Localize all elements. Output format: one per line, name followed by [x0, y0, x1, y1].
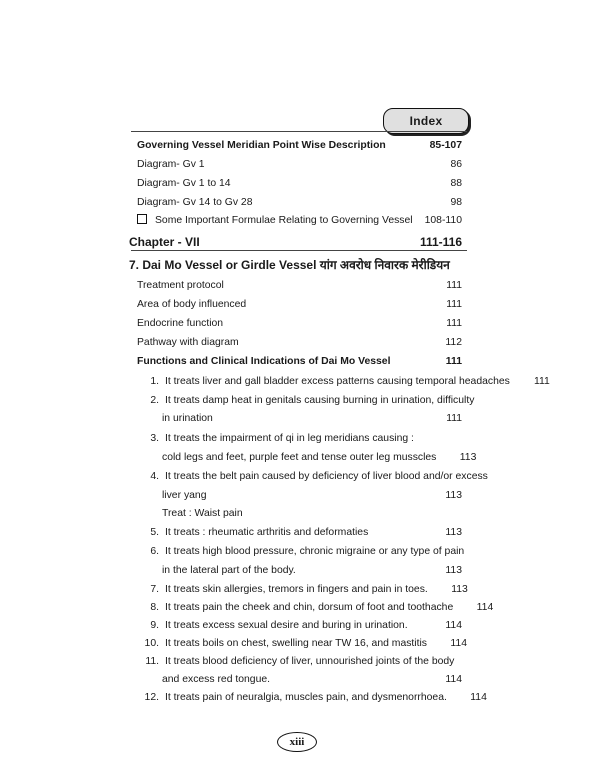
function-item-continued: [162, 561, 462, 579]
gv-item[interactable]: [137, 174, 462, 192]
section-7-title-text: 7. Dai Mo Vessel or Girdle Vessel यांग अवरोध निवारक मेरीडियन: [129, 257, 450, 272]
section-7-item-page: 112: [445, 336, 462, 348]
gv-item[interactable]: [137, 193, 462, 211]
function-item[interactable]: [137, 616, 462, 634]
function-text: It treats pain the cheek and chin, dorsum of foot and toothache: [165, 601, 454, 613]
function-text: It treats : rheumatic arthritis and deformaties: [165, 526, 369, 538]
function-page: 113: [445, 489, 462, 501]
chapter-rule: [131, 250, 467, 251]
chapter-heading[interactable]: [129, 233, 462, 251]
function-item[interactable]: [137, 542, 465, 560]
section-7-item[interactable]: [137, 295, 462, 313]
function-text-continued: cold legs and feet, purple feet and tense outer leg musscles: [162, 451, 437, 463]
functions-heading-page: 111: [445, 355, 462, 367]
chapter-pages: 111-116: [419, 235, 462, 249]
function-number: 11.: [145, 655, 159, 667]
function-item[interactable]: [137, 688, 487, 706]
gv-item-page: 108-110: [424, 214, 462, 226]
section-7-item[interactable]: [137, 314, 462, 332]
function-text: It treats high blood pressure, chronic migraine or any type of pain: [165, 545, 465, 557]
function-item[interactable]: [137, 523, 462, 541]
functions-heading[interactable]: [137, 352, 462, 370]
checkbox-square-icon: [137, 214, 147, 224]
function-item[interactable]: [137, 580, 468, 598]
function-item[interactable]: [137, 467, 488, 485]
section-7-item-page: 111: [446, 317, 462, 329]
gv-item-text: Some Important Formulae Relating to Governing Vessel: [155, 214, 413, 226]
function-text: It treats liver and gall bladder excess patterns causing temporal headaches: [165, 375, 510, 387]
function-text-continued: in urination: [162, 412, 213, 424]
function-number: 1.: [150, 375, 159, 387]
function-number: 12.: [144, 691, 159, 703]
gv-item-text: Diagram- Gv 1: [137, 158, 205, 170]
function-number: 6.: [150, 545, 159, 557]
function-number: 9.: [150, 619, 159, 631]
function-page: 113: [445, 564, 462, 576]
gv-item-text: Diagram- Gv 14 to Gv 28: [137, 196, 253, 208]
section-7-item-text: Treatment protocol: [137, 279, 224, 291]
gv-section-title-page: 85-107: [429, 139, 462, 151]
function-number: 2.: [150, 394, 159, 406]
functions-heading-text: Functions and Clinical Indications of Dai Mo Vessel: [137, 355, 391, 367]
function-number: 7.: [150, 583, 159, 595]
function-number: 10.: [144, 637, 159, 649]
function-item[interactable]: [137, 598, 494, 616]
function-item-continued: [162, 409, 462, 427]
gv-item-page: 88: [450, 177, 462, 189]
function-page: 113: [459, 451, 477, 463]
gv-item-page: 86: [450, 158, 462, 170]
function-item[interactable]: [137, 372, 550, 390]
function-item-continued: [162, 486, 462, 504]
function-item-continued: [162, 448, 477, 466]
function-item-continued: [162, 670, 462, 688]
function-item[interactable]: [137, 634, 467, 652]
function-text: It treats pain of neuralgia, muscles pain, and dysmenorrhoea.: [165, 691, 447, 703]
section-7-item-text: Area of body influenced: [137, 298, 247, 310]
function-text: It treats skin allergies, tremors in fingers and pain in toes.: [165, 583, 428, 595]
function-page: 113: [445, 526, 462, 538]
section-7-item[interactable]: [137, 333, 462, 351]
function-text: It treats the impairment of qi in leg meridians causing :: [165, 432, 414, 444]
chapter-label: Chapter - VII: [129, 235, 200, 249]
function-text-continued: Treat : Waist pain: [162, 507, 243, 519]
function-text-continued: in the lateral part of the body.: [162, 564, 296, 576]
gv-item[interactable]: [137, 155, 462, 173]
section-7-item-text: Pathway with diagram: [137, 336, 239, 348]
gv-section-title-text: Governing Vessel Meridian Point Wise Description: [137, 139, 386, 151]
function-page: 114: [445, 619, 462, 631]
function-number: 4.: [150, 470, 159, 482]
function-text: It treats excess sexual desire and buring in urination.: [165, 619, 408, 631]
function-page: 114: [445, 673, 462, 685]
function-page: 114: [470, 691, 487, 703]
gv-item-page: 98: [450, 196, 462, 208]
function-item[interactable]: [137, 652, 462, 670]
function-text: It treats the belt pain caused by deficiency of liver blood and/or excess: [165, 470, 488, 482]
gv-item[interactable]: [137, 211, 462, 229]
function-text: It treats damp heat in genitals causing burning in urination, difficulty: [165, 394, 475, 406]
function-item[interactable]: [137, 391, 475, 409]
function-text: It treats blood deficiency of liver, unnourished joints of the body: [165, 655, 455, 667]
function-item[interactable]: [137, 429, 462, 447]
section-7-item-text: Endocrine function: [137, 317, 224, 329]
page-number: xiii: [289, 736, 305, 748]
function-number: 5.: [150, 526, 159, 538]
gv-section-title[interactable]: [137, 136, 462, 154]
header-rule: [131, 131, 467, 132]
function-item-continued: [162, 504, 462, 522]
section-7-title[interactable]: [129, 254, 462, 274]
gv-item-text: Diagram- Gv 1 to 14: [137, 177, 231, 189]
function-text: It treats boils on chest, swelling near TW 16, and mastitis: [165, 637, 427, 649]
function-text-continued: and excess red tongue.: [162, 673, 271, 685]
index-tab-label: Index: [409, 114, 443, 128]
function-number: 3.: [150, 432, 159, 444]
function-page: 111: [446, 412, 462, 424]
function-page: 114: [476, 601, 494, 613]
section-7-item-page: 111: [446, 279, 462, 291]
function-page: 111: [534, 375, 550, 387]
page-number-badge: [277, 732, 317, 752]
section-7-item[interactable]: [137, 276, 462, 294]
function-number: 8.: [150, 601, 159, 613]
section-7-item-page: 111: [446, 298, 462, 310]
function-page: 113: [451, 583, 468, 595]
function-text-continued: liver yang: [162, 489, 207, 501]
function-page: 114: [450, 637, 467, 649]
